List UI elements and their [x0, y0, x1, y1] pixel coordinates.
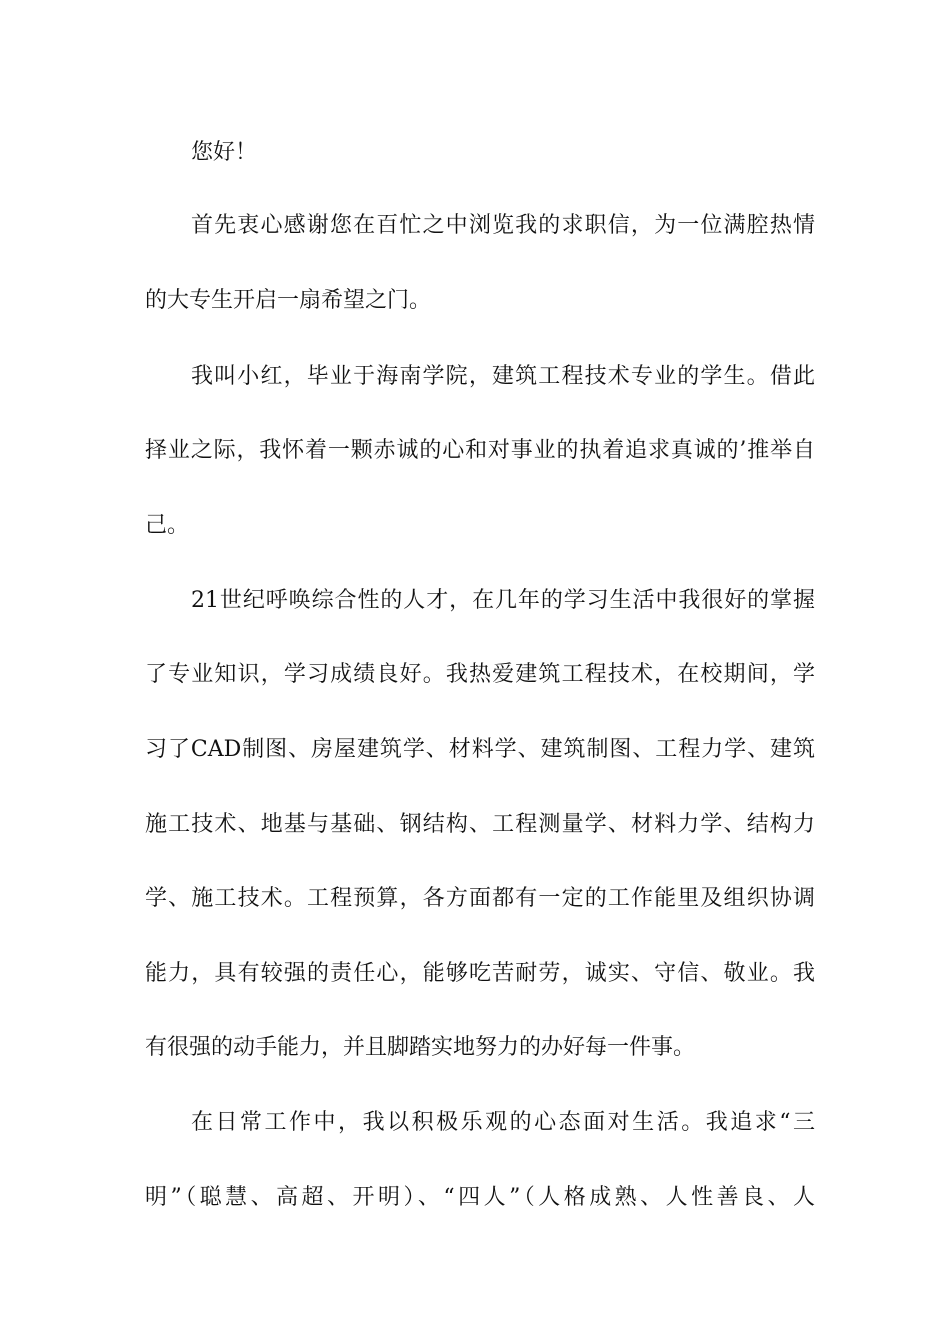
paragraph-line: 明”（聪慧、高超、开明）、“四人”（人格成熟、人性善良、人: [145, 1185, 815, 1210]
paragraph-line: 21世纪呼唤综合性的人才，在几年的学习生活中我很好的掌握: [191, 588, 815, 613]
paragraph-line: 的大专生开启一扇希望之门。: [145, 288, 432, 313]
paragraph-line: 有很强的动手能力，并且脚踏实地努力的办好每一件事。: [145, 1035, 696, 1060]
paragraph-line: 学、施工技术。工程预算，各方面都有一定的工作能里及组织协调: [145, 886, 815, 911]
paragraph-line: 能力，具有较强的责任心，能够吃苦耐劳，诚实、守信、敬业。我: [145, 961, 815, 986]
paragraph-line: 在日常工作中，我以积极乐观的心态面对生活。我追求“三: [191, 1110, 815, 1135]
paragraph-line: 己。: [145, 513, 190, 538]
paragraph-line: 我叫小红，毕业于海南学院，建筑工程技术专业的学生。借此: [191, 364, 815, 389]
paragraph-line: 习了CAD制图、房屋建筑学、材料学、建筑制图、工程力学、建筑: [145, 737, 815, 762]
paragraph-line: 了专业知识，学习成绩良好。我热爱建筑工程技术，在校期间，学: [145, 662, 815, 687]
paragraph-line: 首先衷心感谢您在百忙之中浏览我的求职信，为一位满腔热情: [191, 213, 815, 238]
greeting: 您好！: [191, 140, 258, 165]
paragraph-line: 择业之际，我怀着一颗赤诚的心和对事业的执着追求真诚的’推举自: [145, 438, 815, 463]
paragraph-line: 施工技术、地基与基础、钢结构、工程测量学、材料力学、结构力: [145, 812, 815, 837]
